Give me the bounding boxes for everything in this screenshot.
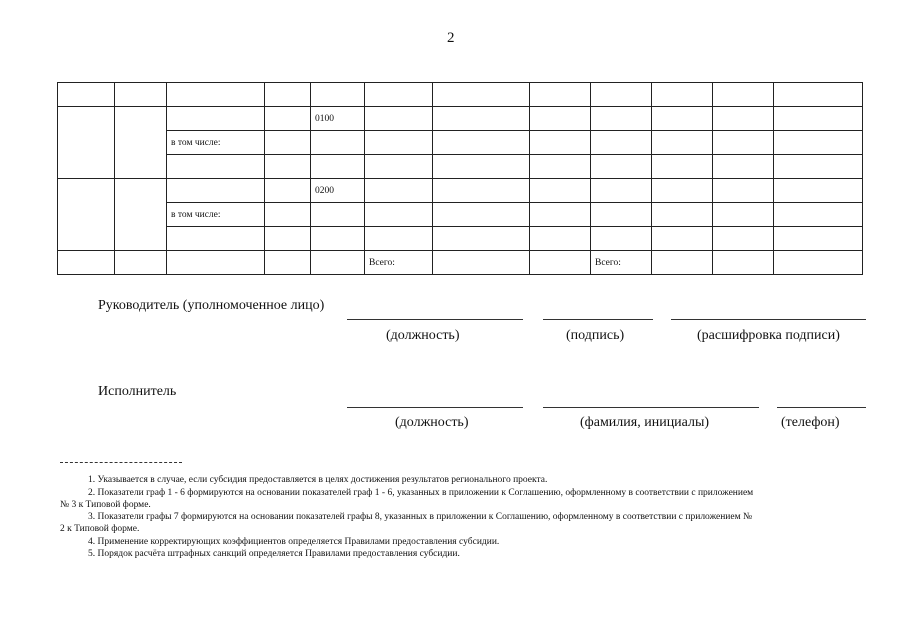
head-label: Руководитель (уполномоченное лицо) [98, 298, 325, 313]
decoding-caption: (расшифровка подписи) [697, 328, 840, 343]
table-row [58, 131, 863, 155]
footnote-3: 3. Показатели графы 7 формируются на основании показателей графы 8, указанных в приложении к Соглашению, оформленному в соответствии с приложением № [88, 512, 753, 522]
executor-name-caption: (фамилия, инициалы) [580, 415, 710, 430]
footnote-2: 2. Показатели граф 1 - 6 формируются на основании показателей граф 1 - 6, указанных в приложении к Соглашению, оформленному в соответствии с приложением [88, 488, 754, 498]
table-row [58, 83, 863, 107]
executor-name-line [543, 407, 759, 408]
page-number: 2 [447, 30, 455, 46]
total-label: Всего: [591, 251, 652, 275]
merged-cell [58, 179, 115, 251]
including-label: в том числе: [167, 131, 265, 155]
footnote-5: 5. Порядок расчёта штрафных санкций определяется Правилами предоставления субсидии. [88, 549, 460, 559]
footnote-4: 4. Применение корректирующих коэффициентов определяется Правилами предоставления субсидии. [88, 537, 500, 547]
table-row [58, 179, 863, 203]
signature-caption: (подпись) [566, 328, 625, 343]
position-line [347, 319, 523, 320]
table-row [58, 227, 863, 251]
executor-label: Исполнитель [98, 384, 177, 399]
table-row [58, 203, 863, 227]
code-cell-0100: 0100 [311, 107, 365, 131]
merged-cell [115, 107, 167, 179]
code-cell-0200: 0200 [311, 179, 365, 203]
table-row [58, 251, 863, 275]
executor-position-caption: (должность) [395, 415, 469, 430]
decoding-line [671, 319, 866, 320]
footnote-1: 1. Указывается в случае, если субсидия предоставляется в целях достижения результатов регионального проекта. [88, 475, 548, 485]
table-row [58, 155, 863, 179]
including-label: в том числе: [167, 203, 265, 227]
footnote-3-continued: 2 к Типовой форме. [60, 524, 140, 534]
table-row [58, 107, 863, 131]
merged-cell [58, 107, 115, 179]
executor-phone-caption: (телефон) [781, 415, 840, 430]
merged-cell [115, 179, 167, 251]
total-label: Всего: [365, 251, 433, 275]
signature-line [543, 319, 653, 320]
executor-phone-line [777, 407, 866, 408]
indicators-table [57, 82, 863, 275]
footnote-2-continued: № 3 к Типовой форме. [60, 500, 151, 510]
footnote-separator [60, 462, 182, 463]
position-caption: (должность) [386, 328, 460, 343]
executor-position-line [347, 407, 523, 408]
